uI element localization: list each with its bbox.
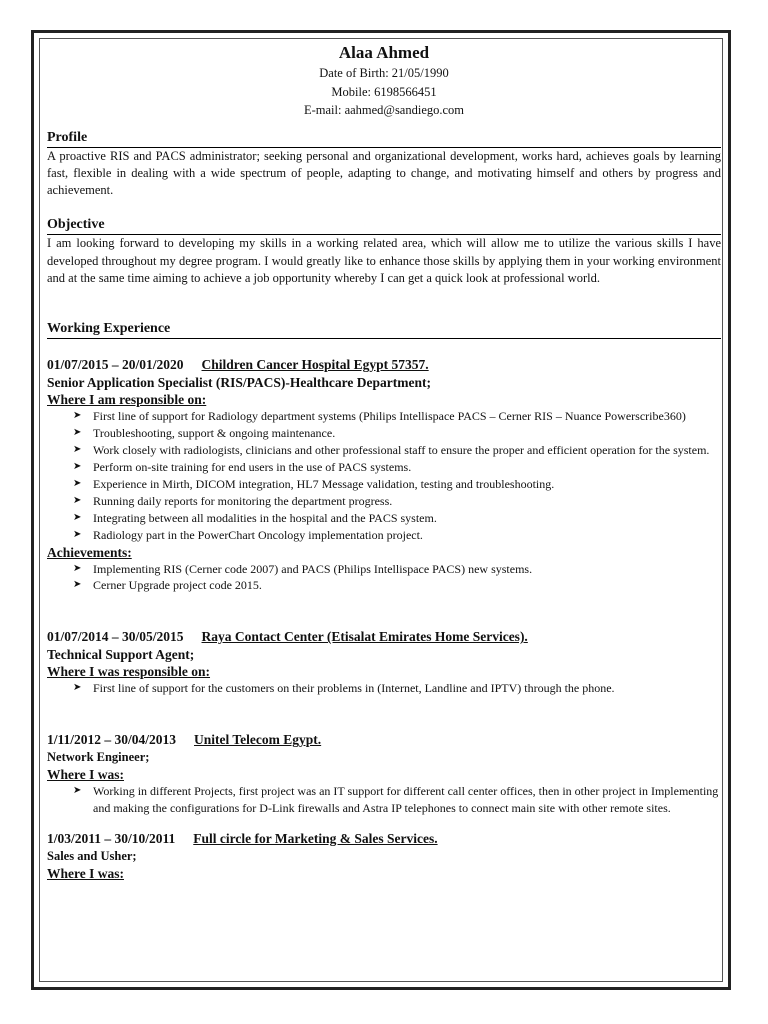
- responsibilities-label: Where I was:: [47, 767, 124, 783]
- job-company: Unitel Telecom Egypt.: [194, 732, 322, 748]
- job-role: Sales and Usher;: [47, 849, 137, 864]
- list-item: ➤ First line of support for Radiology department systems (Philips Intellispace PACS – Cerner RIS – Nuance Powerscribe360): [73, 409, 686, 424]
- responsibilities-list: [47, 680, 721, 697]
- job-company: Full circle for Marketing & Sales Services.: [193, 831, 438, 847]
- arrow-bullet-icon: ➤: [73, 682, 82, 694]
- profile-text: A proactive RIS and PACS administrator; seeking personal and organizational development, works hard, achieves goals by learning fast, flexible in dealing with a wide spectrum of people, adapting to change, and motivating himself and others by progress and achievement.: [47, 148, 721, 198]
- profile-section: [47, 129, 721, 200]
- resume-document: [47, 42, 721, 882]
- candidate-name: Alaa Ahmed: [338, 43, 430, 62]
- arrow-bullet-icon: ➤: [73, 444, 82, 456]
- responsibilities-label: Where I was:: [47, 866, 124, 882]
- list-item: ➤ First line of support for the customers on their problems in (Internet, Landline and IPTV) through the phone.: [73, 681, 615, 696]
- job-role: Technical Support Agent;: [47, 647, 195, 663]
- job-company: Children Cancer Hospital Egypt 57357.: [201, 357, 429, 373]
- job-header: [47, 355, 721, 374]
- arrow-bullet-icon: ➤: [73, 427, 82, 439]
- achievements-list: [47, 561, 721, 595]
- job-dates: 1/03/2011 – 30/10/2011: [47, 831, 176, 847]
- responsibilities-list: [47, 408, 721, 543]
- job-entry: [47, 355, 721, 594]
- arrow-bullet-icon: ➤: [73, 477, 82, 489]
- job-company: Raya Contact Center (Etisalat Emirates Home Services).: [201, 629, 528, 645]
- list-item: ➤ Implementing RIS (Cerner code 2007) and PACS (Philips Intellispace PACS) new systems.: [73, 561, 533, 576]
- job-entry: [47, 627, 721, 697]
- date-of-birth: Date of Birth: 21/05/1990: [319, 66, 449, 80]
- arrow-bullet-icon: ➤: [73, 562, 82, 574]
- email-address: E-mail: aahmed@sandiego.com: [303, 103, 465, 117]
- arrow-bullet-icon: ➤: [73, 579, 82, 591]
- list-item: ➤ Work closely with radiologists, clinicians and other professional staff to ensure the proper and efficient operation for the system.: [73, 443, 710, 458]
- arrow-bullet-icon: ➤: [73, 410, 82, 422]
- profile-heading: Profile: [47, 129, 721, 148]
- list-item: ➤ Integrating between all modalities in the hospital and the PACS system.: [73, 510, 437, 525]
- responsibilities-list: [47, 783, 721, 817]
- job-dates: 01/07/2015 – 20/01/2020: [47, 357, 184, 373]
- experience-heading: Working Experience: [47, 320, 721, 339]
- list-item: ➤ Cerner Upgrade project code 2015.: [73, 578, 262, 593]
- list-item: ➤ Experience in Mirth, DICOM integration, HL7 Message validation, testing and troubleshooting.: [73, 476, 555, 491]
- job-dates: 1/11/2012 – 30/04/2013: [47, 732, 177, 748]
- job-entry: [47, 730, 721, 817]
- job-role: Network Engineer;: [47, 750, 150, 765]
- resume-header: [47, 42, 721, 120]
- job-dates: 01/07/2014 – 30/05/2015: [47, 629, 184, 645]
- experience-section: [47, 320, 721, 882]
- mobile-number: Mobile: 6198566451: [331, 84, 437, 99]
- objective-heading: Objective: [47, 216, 721, 235]
- arrow-bullet-icon: ➤: [73, 511, 82, 523]
- arrow-bullet-icon: ➤: [73, 494, 82, 506]
- job-role: Senior Application Specialist (RIS/PACS)-Healthcare Department;: [47, 375, 431, 391]
- list-item: ➤ Working in different Projects, first project was an IT support for different call center offices, then in other project in Implementing and making the configurations for D-Link firewalls and Astra IP telephones to connect main site with other remote sites.: [73, 784, 719, 816]
- objective-section: [47, 216, 721, 287]
- job-entry: [47, 829, 721, 882]
- list-item: ➤ Troubleshooting, support & ongoing maintenance.: [73, 426, 336, 441]
- job-header: [47, 627, 721, 646]
- job-header: [47, 730, 721, 749]
- arrow-bullet-icon: ➤: [73, 785, 82, 797]
- responsibilities-label: Where I was responsible on:: [47, 664, 211, 680]
- list-item: ➤ Perform on-site training for end users in the use of PACS systems.: [73, 460, 412, 474]
- objective-text: I am looking forward to developing my skills in a working related area, which will allow me to utilize the various skills I have developed throughout my degree program. I would greatly like to enhance those skills by applying them in your working environment and at the same time aiming to achieve a job opportunity whereby I can get a quick look at professional world.: [47, 236, 721, 285]
- achievements-label: Achievements:: [47, 544, 132, 560]
- arrow-bullet-icon: ➤: [73, 461, 82, 472]
- job-header: [47, 829, 721, 848]
- arrow-bullet-icon: ➤: [73, 528, 82, 540]
- list-item: ➤ Radiology part in the PowerChart Oncology implementation project.: [73, 527, 423, 542]
- list-item: ➤ Running daily reports for monitoring the department progress.: [73, 493, 393, 508]
- responsibilities-label: Where I am responsible on:: [47, 392, 207, 408]
